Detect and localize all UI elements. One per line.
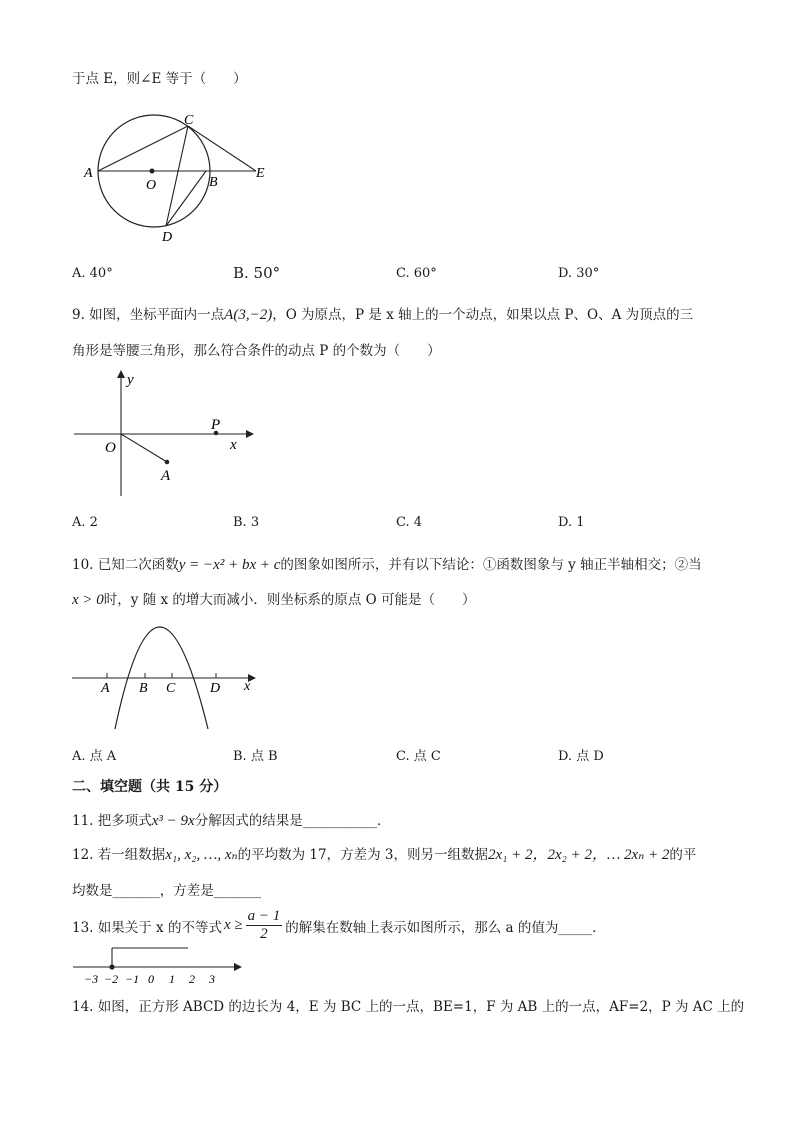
label-O: O	[105, 440, 116, 456]
q9-stem-line2: 角形是等腰三角形，那么符合条件的动点 P 的个数为（ ）	[72, 343, 441, 359]
q9-stem-line1	[72, 303, 693, 324]
q10-parabola-figure	[70, 616, 265, 734]
label-A: A	[101, 681, 110, 696]
q13-stem	[72, 908, 606, 943]
q11-expression: x³ − 9x	[151, 813, 195, 829]
tick-labels	[84, 972, 215, 986]
q9-axes-figure	[70, 368, 260, 503]
q13-text-a: 13. 如果关于 x 的不等式	[72, 919, 222, 936]
y-axis-arrow	[117, 370, 125, 378]
q9-text-b: ，O 为原点，P 是 x 轴上的一个动点，如果以点 P、O、A 为顶点的三	[272, 307, 694, 323]
tick-1: 1	[169, 972, 175, 986]
q12-data2: 2x₁ + 2，2x₂ + 2，… 2xₙ + 2	[487, 847, 670, 863]
label-A: A	[161, 468, 171, 484]
q8-circle-figure	[82, 108, 282, 248]
tick-3: 3	[209, 972, 215, 986]
q12-data: x₁, x₂, …, xₙ	[165, 847, 238, 863]
solution-point	[109, 964, 114, 969]
q9-option-a: A. 2	[72, 515, 98, 530]
line-AC	[98, 126, 188, 171]
q10-stem-line2	[72, 588, 476, 609]
q10-text-a: 10. 已知二次函数	[72, 557, 179, 573]
q10-text-c: 时，y 随 x 的增大而减小．则坐标系的原点 O 可能是（ ）	[103, 592, 476, 608]
label-O: O	[146, 178, 157, 193]
segment-OA	[121, 434, 167, 462]
q12-stem-line1	[72, 843, 696, 864]
q9-option-b: B. 3	[233, 515, 260, 530]
q13-fraction	[246, 908, 283, 943]
point-A	[165, 460, 170, 465]
q12-text-a: 12. 若一组数据	[72, 847, 166, 863]
label-C: C	[166, 681, 176, 696]
label-x: x	[230, 437, 237, 453]
label-P: P	[211, 417, 221, 433]
q8-stem-tail: 于点 E，则∠E 等于（ ）	[72, 71, 247, 87]
label-B: B	[139, 681, 148, 696]
q13-frac-numerator: a − 1	[247, 908, 281, 924]
q10-option-c: C. 点 C	[396, 749, 441, 764]
q9-text-a: 9. 如图，坐标平面内一点	[72, 307, 225, 323]
q13-ineq-lhs: x ≥	[223, 917, 243, 933]
q10-option-a: A. 点 A	[72, 749, 117, 764]
tick-0: 0	[148, 972, 154, 986]
label-x: x	[244, 679, 251, 694]
q10-condition: x > 0	[72, 592, 104, 608]
q9-option-c: C. 4	[396, 515, 423, 530]
q12-stem-line2: 均数是_______，方差是_______	[72, 883, 261, 899]
q11-text-b: 分解因式的结果是___________．	[194, 813, 391, 829]
q10-option-b: B. 点 B	[233, 749, 278, 764]
q11-text-a: 11. 把多项式	[72, 813, 152, 829]
label-D: D	[162, 230, 173, 245]
tick-neg3: −3	[84, 972, 99, 986]
line-CE	[188, 126, 256, 171]
tick-neg2: −2	[104, 972, 119, 986]
number-axis-arrow	[234, 963, 242, 971]
q8-option-b: B. 50°	[233, 264, 281, 282]
q8-option-a: A. 40°	[72, 266, 113, 281]
tick-neg1: −1	[125, 972, 140, 986]
q10-text-b: 的图象如图所示，并有以下结论：①函数图象与 y 轴正半轴相交；②当	[280, 557, 702, 573]
label-B: B	[209, 175, 218, 190]
label-y: y	[127, 372, 134, 388]
q9-point-a: A(3,−2)	[224, 307, 273, 323]
section-heading: 二、填空题（共 15 分）	[72, 779, 228, 795]
tick-2: 2	[189, 972, 195, 986]
q13-text-b: 的解集在数轴上表示如图所示，那么 a 的值为_____．	[285, 919, 606, 936]
q10-equation: y = −x² + bx + c	[178, 557, 281, 573]
q14-stem-line1: 14. 如图，正方形 ABCD 的边长为 4，E 为 BC 上的一点，BE=1，F 为 AB 上的一点，AF=2，P 为 AC 上的	[72, 999, 745, 1015]
x-axis-arrow	[246, 430, 254, 438]
q13-number-line	[70, 942, 245, 988]
q11-stem	[72, 809, 390, 830]
q13-frac-denominator: 2	[260, 926, 268, 942]
q8-option-d: D. 30°	[558, 266, 600, 281]
center-dot	[150, 169, 155, 174]
label-C: C	[184, 113, 194, 128]
q9-option-d: D. 1	[558, 515, 585, 530]
label-A: A	[84, 166, 93, 181]
label-E: E	[256, 166, 265, 181]
q10-stem-line1	[72, 553, 702, 574]
q12-text-b: 的平均数为 17，方差为 3，则另一组数据	[237, 847, 488, 863]
q12-text-c: 的平	[669, 847, 697, 863]
q10-option-d: D. 点 D	[558, 749, 604, 764]
label-D: D	[210, 681, 221, 696]
q8-option-c: C. 60°	[396, 266, 437, 281]
